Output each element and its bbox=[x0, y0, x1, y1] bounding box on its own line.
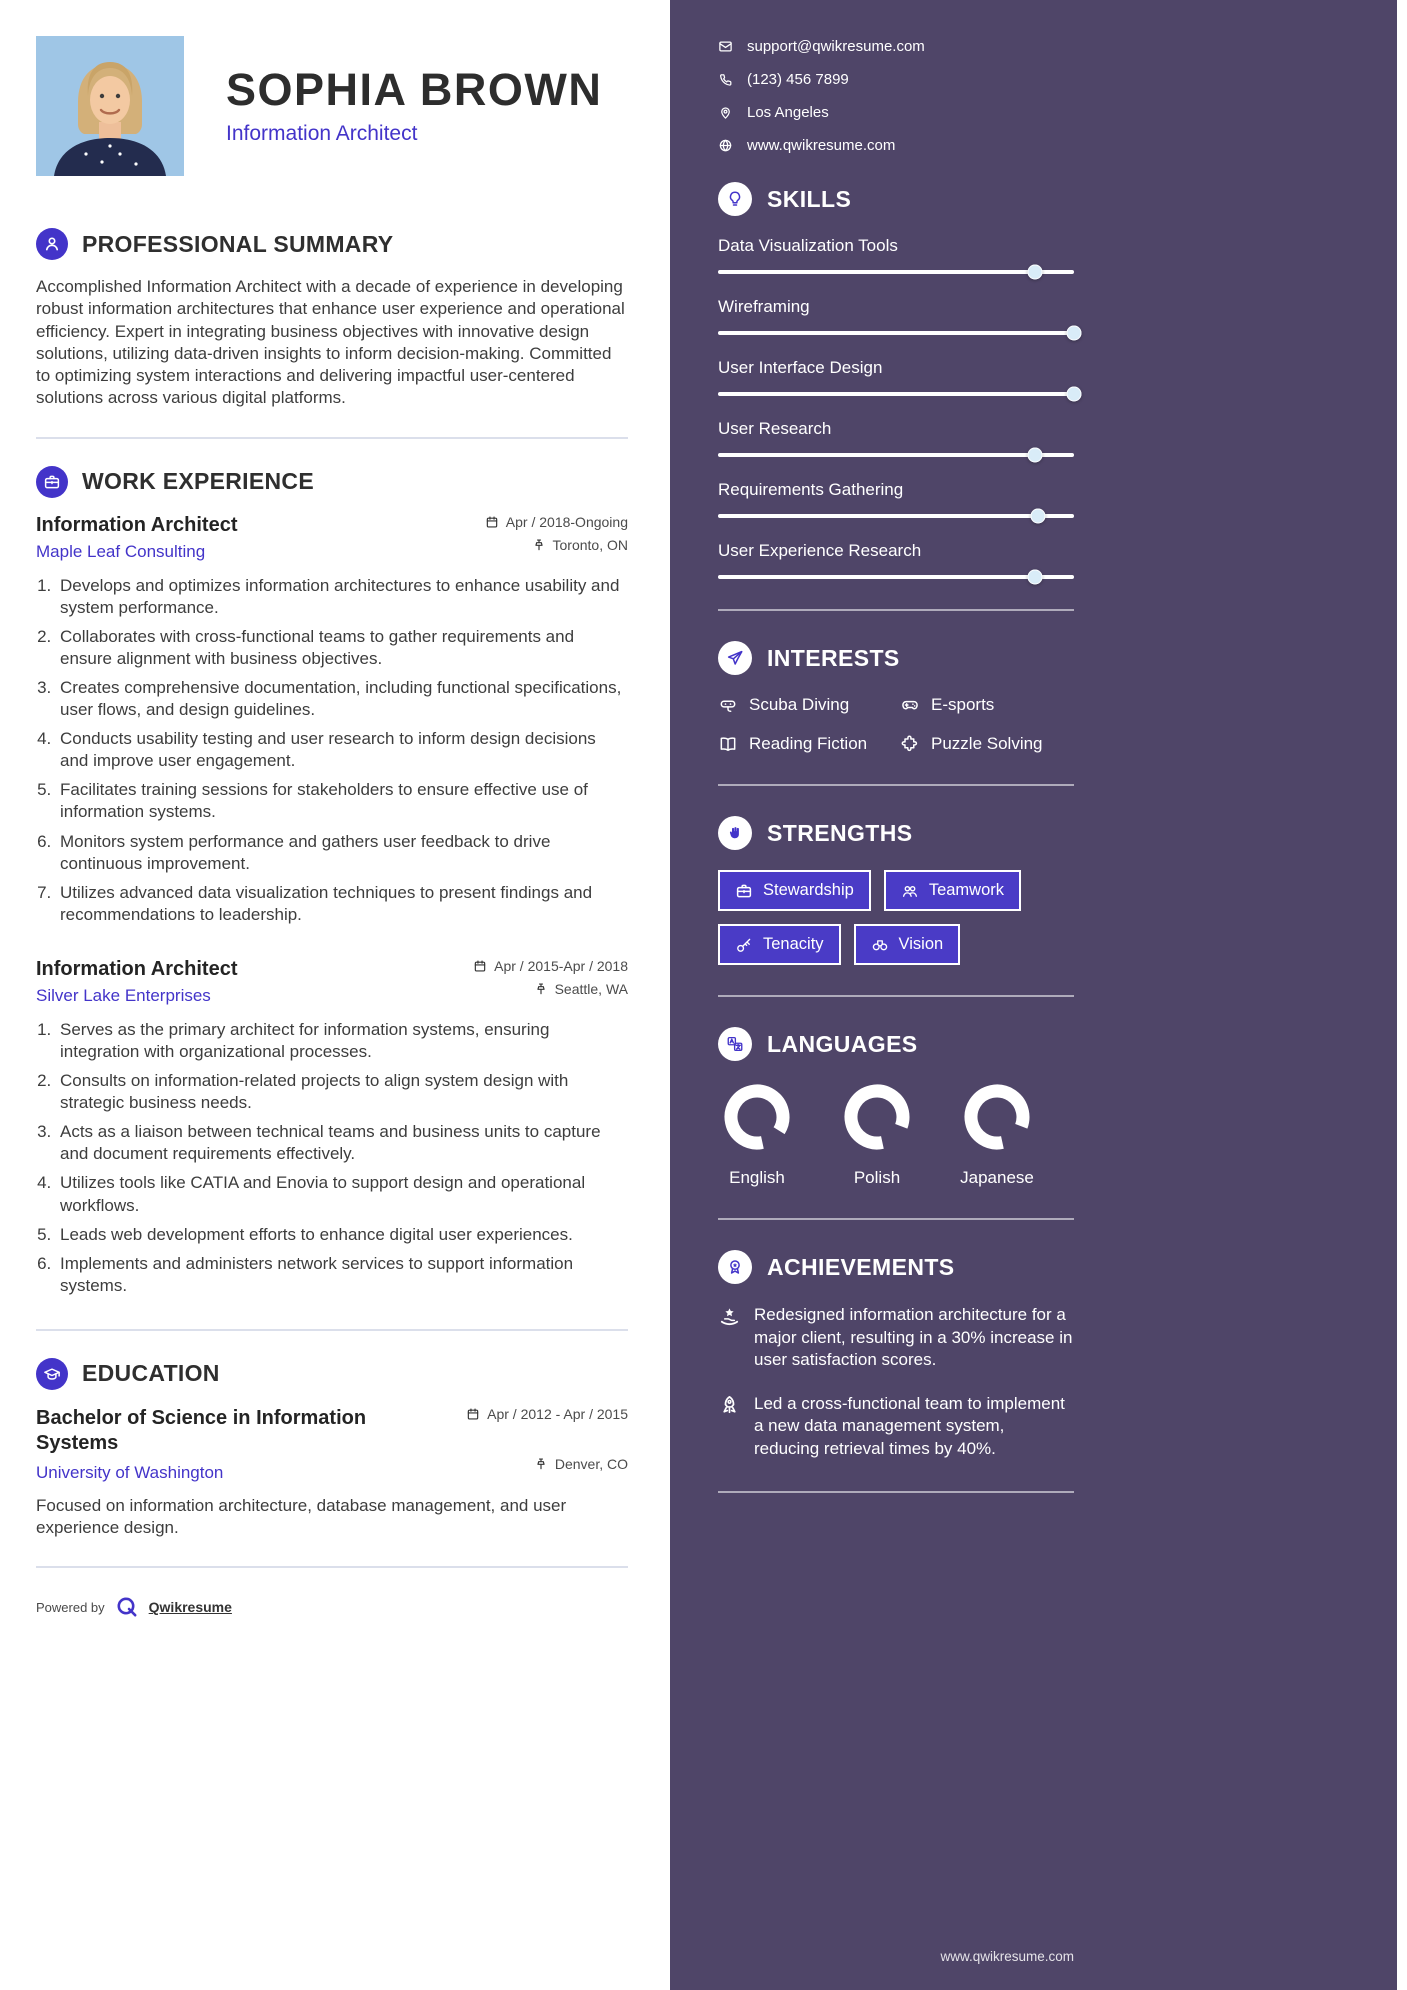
interests-heading: INTERESTS bbox=[767, 644, 900, 671]
sidebar-divider bbox=[718, 784, 1074, 786]
strengths-heading: STRENGTHS bbox=[767, 819, 913, 846]
contact-icon bbox=[718, 39, 733, 54]
sidebar-divider bbox=[718, 609, 1074, 611]
contact-item[interactable] bbox=[718, 104, 1074, 121]
job-location bbox=[534, 981, 628, 997]
skill-name: User Experience Research bbox=[718, 541, 922, 560]
skill-slider bbox=[718, 575, 1074, 579]
interest-label: Scuba Diving bbox=[749, 695, 850, 714]
skill-row bbox=[718, 480, 1074, 518]
profile-photo-illustration bbox=[36, 36, 184, 176]
skill-slider bbox=[718, 514, 1074, 518]
skill-name: User Research bbox=[718, 419, 832, 438]
job-bullet: 4. Conducts usability testing and user research to inform design decisions and improve user engagement. bbox=[56, 728, 628, 772]
achievement-icon bbox=[718, 1394, 741, 1417]
job-bullet: 4. Utilizes tools like CATIA and Enovia to support design and operational workflows. bbox=[56, 1172, 628, 1216]
paper-plane-icon bbox=[718, 641, 752, 675]
interest-icon bbox=[718, 734, 738, 754]
education-degree: Bachelor of Science in Information Systems bbox=[36, 1406, 367, 1454]
job-location bbox=[532, 537, 628, 553]
contact-icon bbox=[718, 138, 733, 153]
language-label: Polish bbox=[853, 1168, 901, 1187]
job-bullet: 7. Utilizes advanced data visualization techniques to present findings and recommendations to leadership. bbox=[56, 882, 628, 926]
education-school-link[interactable]: University of Washington bbox=[36, 1462, 224, 1482]
education-date bbox=[466, 1406, 628, 1422]
job-bullet-list bbox=[56, 1019, 628, 1297]
calendar-icon bbox=[466, 1407, 480, 1421]
main-column bbox=[0, 0, 670, 1619]
translate-icon bbox=[718, 1027, 752, 1061]
achievement-item bbox=[718, 1304, 1074, 1372]
contact-label: www.qwikresume.com bbox=[747, 137, 896, 154]
job-bullet: 2. Collaborates with cross-functional teams to gather requirements and ensure alignment with business objectives. bbox=[56, 626, 628, 670]
summary-heading: PROFESSIONAL SUMMARY bbox=[82, 230, 394, 257]
job-bullet: 2. Consults on information-related projects to align system design with strategic business needs. bbox=[56, 1070, 628, 1114]
person-icon bbox=[36, 228, 68, 260]
interest-label: Reading Fiction bbox=[749, 734, 868, 753]
job-entry bbox=[36, 514, 628, 926]
achievement-text: Led a cross-functional team to implement a new data management system, reducing retrieval times by 40%. bbox=[754, 1393, 1065, 1459]
skill-slider-knob bbox=[1067, 387, 1082, 402]
education-date-text: Apr / 2012 - Apr / 2015 bbox=[487, 1405, 628, 1422]
strength-icon bbox=[735, 882, 753, 900]
contact-item[interactable] bbox=[718, 71, 1074, 88]
language-donut bbox=[841, 1081, 913, 1153]
contact-item[interactable] bbox=[718, 137, 1074, 154]
powered-by-footer bbox=[36, 1595, 628, 1619]
pushpin-icon bbox=[534, 982, 548, 996]
sidebar bbox=[670, 0, 1397, 1990]
job-bullet: 3. Acts as a liaison between technical teams and business units to capture and document requirements effectively. bbox=[56, 1121, 628, 1165]
skill-row bbox=[718, 419, 1074, 457]
job-company-link[interactable]: Maple Leaf Consulting bbox=[36, 541, 206, 561]
pushpin-icon bbox=[532, 538, 546, 552]
profile-photo bbox=[36, 36, 184, 176]
contact-icon bbox=[718, 72, 733, 87]
skill-slider-knob bbox=[1067, 326, 1082, 341]
education-section bbox=[36, 1358, 628, 1540]
job-location-text: Seattle, WA bbox=[554, 980, 628, 997]
achievements-heading: ACHIEVEMENTS bbox=[767, 1253, 955, 1280]
job-date bbox=[473, 958, 628, 974]
strength-badge bbox=[854, 924, 961, 965]
contact-item[interactable] bbox=[718, 38, 1074, 55]
sidebar-website-link[interactable]: www.qwikresume.com bbox=[940, 1949, 1074, 1964]
language-item bbox=[718, 1081, 796, 1188]
skill-row bbox=[718, 236, 1074, 274]
skill-slider bbox=[718, 453, 1074, 457]
interest-icon bbox=[900, 734, 920, 754]
job-location-text: Toronto, ON bbox=[552, 536, 628, 553]
summary-text: Accomplished Information Architect with a decade of experience in developing robust information architectures that enhance user experience and operational efficiency. Expert in integrating business objectives with innovative design solutions, utilizing data-driven insights to inform decision-making. Committed to optimizing system interactions and delivering impactful user-centered solutions across various digital platforms. bbox=[36, 277, 625, 408]
language-item bbox=[958, 1081, 1036, 1188]
fist-icon bbox=[718, 816, 752, 850]
skill-name: Requirements Gathering bbox=[718, 480, 904, 499]
strength-icon bbox=[901, 882, 919, 900]
strength-badge bbox=[718, 870, 871, 911]
job-bullet: 3. Creates comprehensive documentation, including functional specifications, user flows, and design guidelines. bbox=[56, 677, 628, 721]
briefcase-icon bbox=[36, 466, 68, 498]
strength-icon bbox=[735, 936, 753, 954]
section-divider bbox=[36, 1566, 628, 1568]
skill-row bbox=[718, 358, 1074, 396]
job-entry bbox=[36, 958, 628, 1297]
strength-label: Stewardship bbox=[763, 881, 854, 899]
job-date-text: Apr / 2015-Apr / 2018 bbox=[494, 957, 628, 974]
sidebar-divider bbox=[718, 1491, 1074, 1493]
skill-slider-knob bbox=[1031, 509, 1046, 524]
job-bullet: 1. Serves as the primary architect for information systems, ensuring integration with organizational processes. bbox=[56, 1019, 628, 1063]
job-bullet: 1. Develops and optimizes information architectures to enhance usability and system performance. bbox=[56, 575, 628, 619]
skill-row bbox=[718, 541, 1074, 579]
work-heading: WORK EXPERIENCE bbox=[82, 468, 314, 495]
graduation-cap-icon bbox=[36, 1358, 68, 1390]
skill-slider bbox=[718, 392, 1074, 396]
job-list bbox=[36, 514, 628, 1297]
language-item bbox=[838, 1081, 916, 1188]
strength-badge bbox=[718, 924, 841, 965]
education-heading: EDUCATION bbox=[82, 1360, 220, 1387]
language-label: English bbox=[729, 1168, 785, 1187]
language-donut bbox=[961, 1081, 1033, 1153]
language-donut bbox=[721, 1081, 793, 1153]
language-label: Japanese bbox=[960, 1168, 1034, 1187]
contact-label: support@qwikresume.com bbox=[747, 38, 925, 55]
pushpin-icon bbox=[534, 1457, 548, 1471]
interest-label: Puzzle Solving bbox=[931, 734, 1043, 753]
qwikresume-logo-icon bbox=[115, 1595, 139, 1619]
candidate-name: SOPHIA BROWN bbox=[226, 63, 603, 115]
achievement-item bbox=[718, 1393, 1074, 1461]
interest-icon bbox=[900, 695, 920, 715]
skill-name: Data Visualization Tools bbox=[718, 236, 898, 255]
interest-item bbox=[718, 734, 900, 754]
job-bullet-list bbox=[56, 575, 628, 926]
work-section bbox=[36, 466, 628, 1297]
interests-list bbox=[718, 695, 1074, 754]
achievements-list bbox=[718, 1304, 1074, 1461]
education-location bbox=[534, 1456, 628, 1472]
identity-text bbox=[226, 63, 603, 146]
job-bullet: 6. Monitors system performance and gathers user feedback to drive continuous improvement. bbox=[56, 831, 628, 875]
job-bullet: 5. Leads web development efforts to enhance digital user experiences. bbox=[56, 1224, 628, 1246]
achievement-text: Redesigned information architecture for a major client, resulting in a 30% increase in user satisfaction scores. bbox=[754, 1305, 1073, 1370]
strength-badge bbox=[884, 870, 1021, 911]
skill-slider bbox=[718, 331, 1074, 335]
strength-icon bbox=[871, 936, 889, 954]
strength-label: Vision bbox=[898, 935, 944, 953]
candidate-title: Information Architect bbox=[226, 122, 418, 146]
strength-label: Teamwork bbox=[928, 881, 1004, 899]
interest-item bbox=[900, 695, 1074, 715]
contact-icon bbox=[718, 105, 733, 120]
calendar-icon bbox=[485, 515, 499, 529]
sidebar-divider bbox=[718, 1218, 1074, 1220]
section-divider bbox=[36, 437, 628, 439]
education-location-text: Denver, CO bbox=[554, 1455, 628, 1472]
skill-slider-knob bbox=[1027, 265, 1042, 280]
skills-heading: SKILLS bbox=[767, 185, 852, 212]
strengths-list bbox=[718, 870, 1050, 965]
skill-name: Wireframing bbox=[718, 297, 810, 316]
languages-heading: LANGUAGES bbox=[767, 1030, 918, 1057]
achievement-icon bbox=[718, 1305, 741, 1328]
skill-slider-knob bbox=[1027, 448, 1042, 463]
languages-list bbox=[718, 1081, 1074, 1188]
summary-section bbox=[36, 228, 628, 410]
calendar-icon bbox=[473, 959, 487, 973]
lightbulb-icon bbox=[718, 182, 752, 216]
skill-slider bbox=[718, 270, 1074, 274]
sidebar-divider bbox=[718, 995, 1074, 997]
interest-icon bbox=[718, 695, 738, 715]
job-date-text: Apr / 2018-Ongoing bbox=[505, 513, 628, 530]
skill-slider-knob bbox=[1027, 570, 1042, 585]
interest-item bbox=[718, 695, 900, 715]
job-company-link[interactable]: Silver Lake Enterprises bbox=[36, 985, 211, 1005]
identity-header bbox=[36, 36, 628, 176]
job-title: Information Architect bbox=[36, 513, 238, 536]
job-bullet: 5. Facilitates training sessions for stakeholders to ensure effective use of information systems. bbox=[56, 779, 628, 823]
skill-row bbox=[718, 297, 1074, 335]
education-description: Focused on information architecture, database management, and user experience design. bbox=[36, 1495, 567, 1538]
job-date bbox=[485, 514, 628, 530]
powered-by-label: Powered by bbox=[36, 1599, 105, 1615]
medal-icon bbox=[718, 1250, 752, 1284]
job-title: Information Architect bbox=[36, 957, 238, 980]
strength-label: Tenacity bbox=[763, 935, 824, 953]
contact-list bbox=[718, 38, 1074, 154]
skill-name: User Interface Design bbox=[718, 358, 883, 377]
interest-label: E-sports bbox=[931, 695, 995, 714]
skills-list bbox=[718, 236, 1074, 579]
job-bullet: 6. Implements and administers network services to support information systems. bbox=[56, 1253, 628, 1297]
contact-label: (123) 456 7899 bbox=[747, 71, 849, 88]
qwikresume-brand-link[interactable]: Qwikresume bbox=[148, 1599, 232, 1616]
interest-item bbox=[900, 734, 1074, 754]
contact-label: Los Angeles bbox=[747, 104, 829, 121]
section-divider bbox=[36, 1329, 628, 1331]
